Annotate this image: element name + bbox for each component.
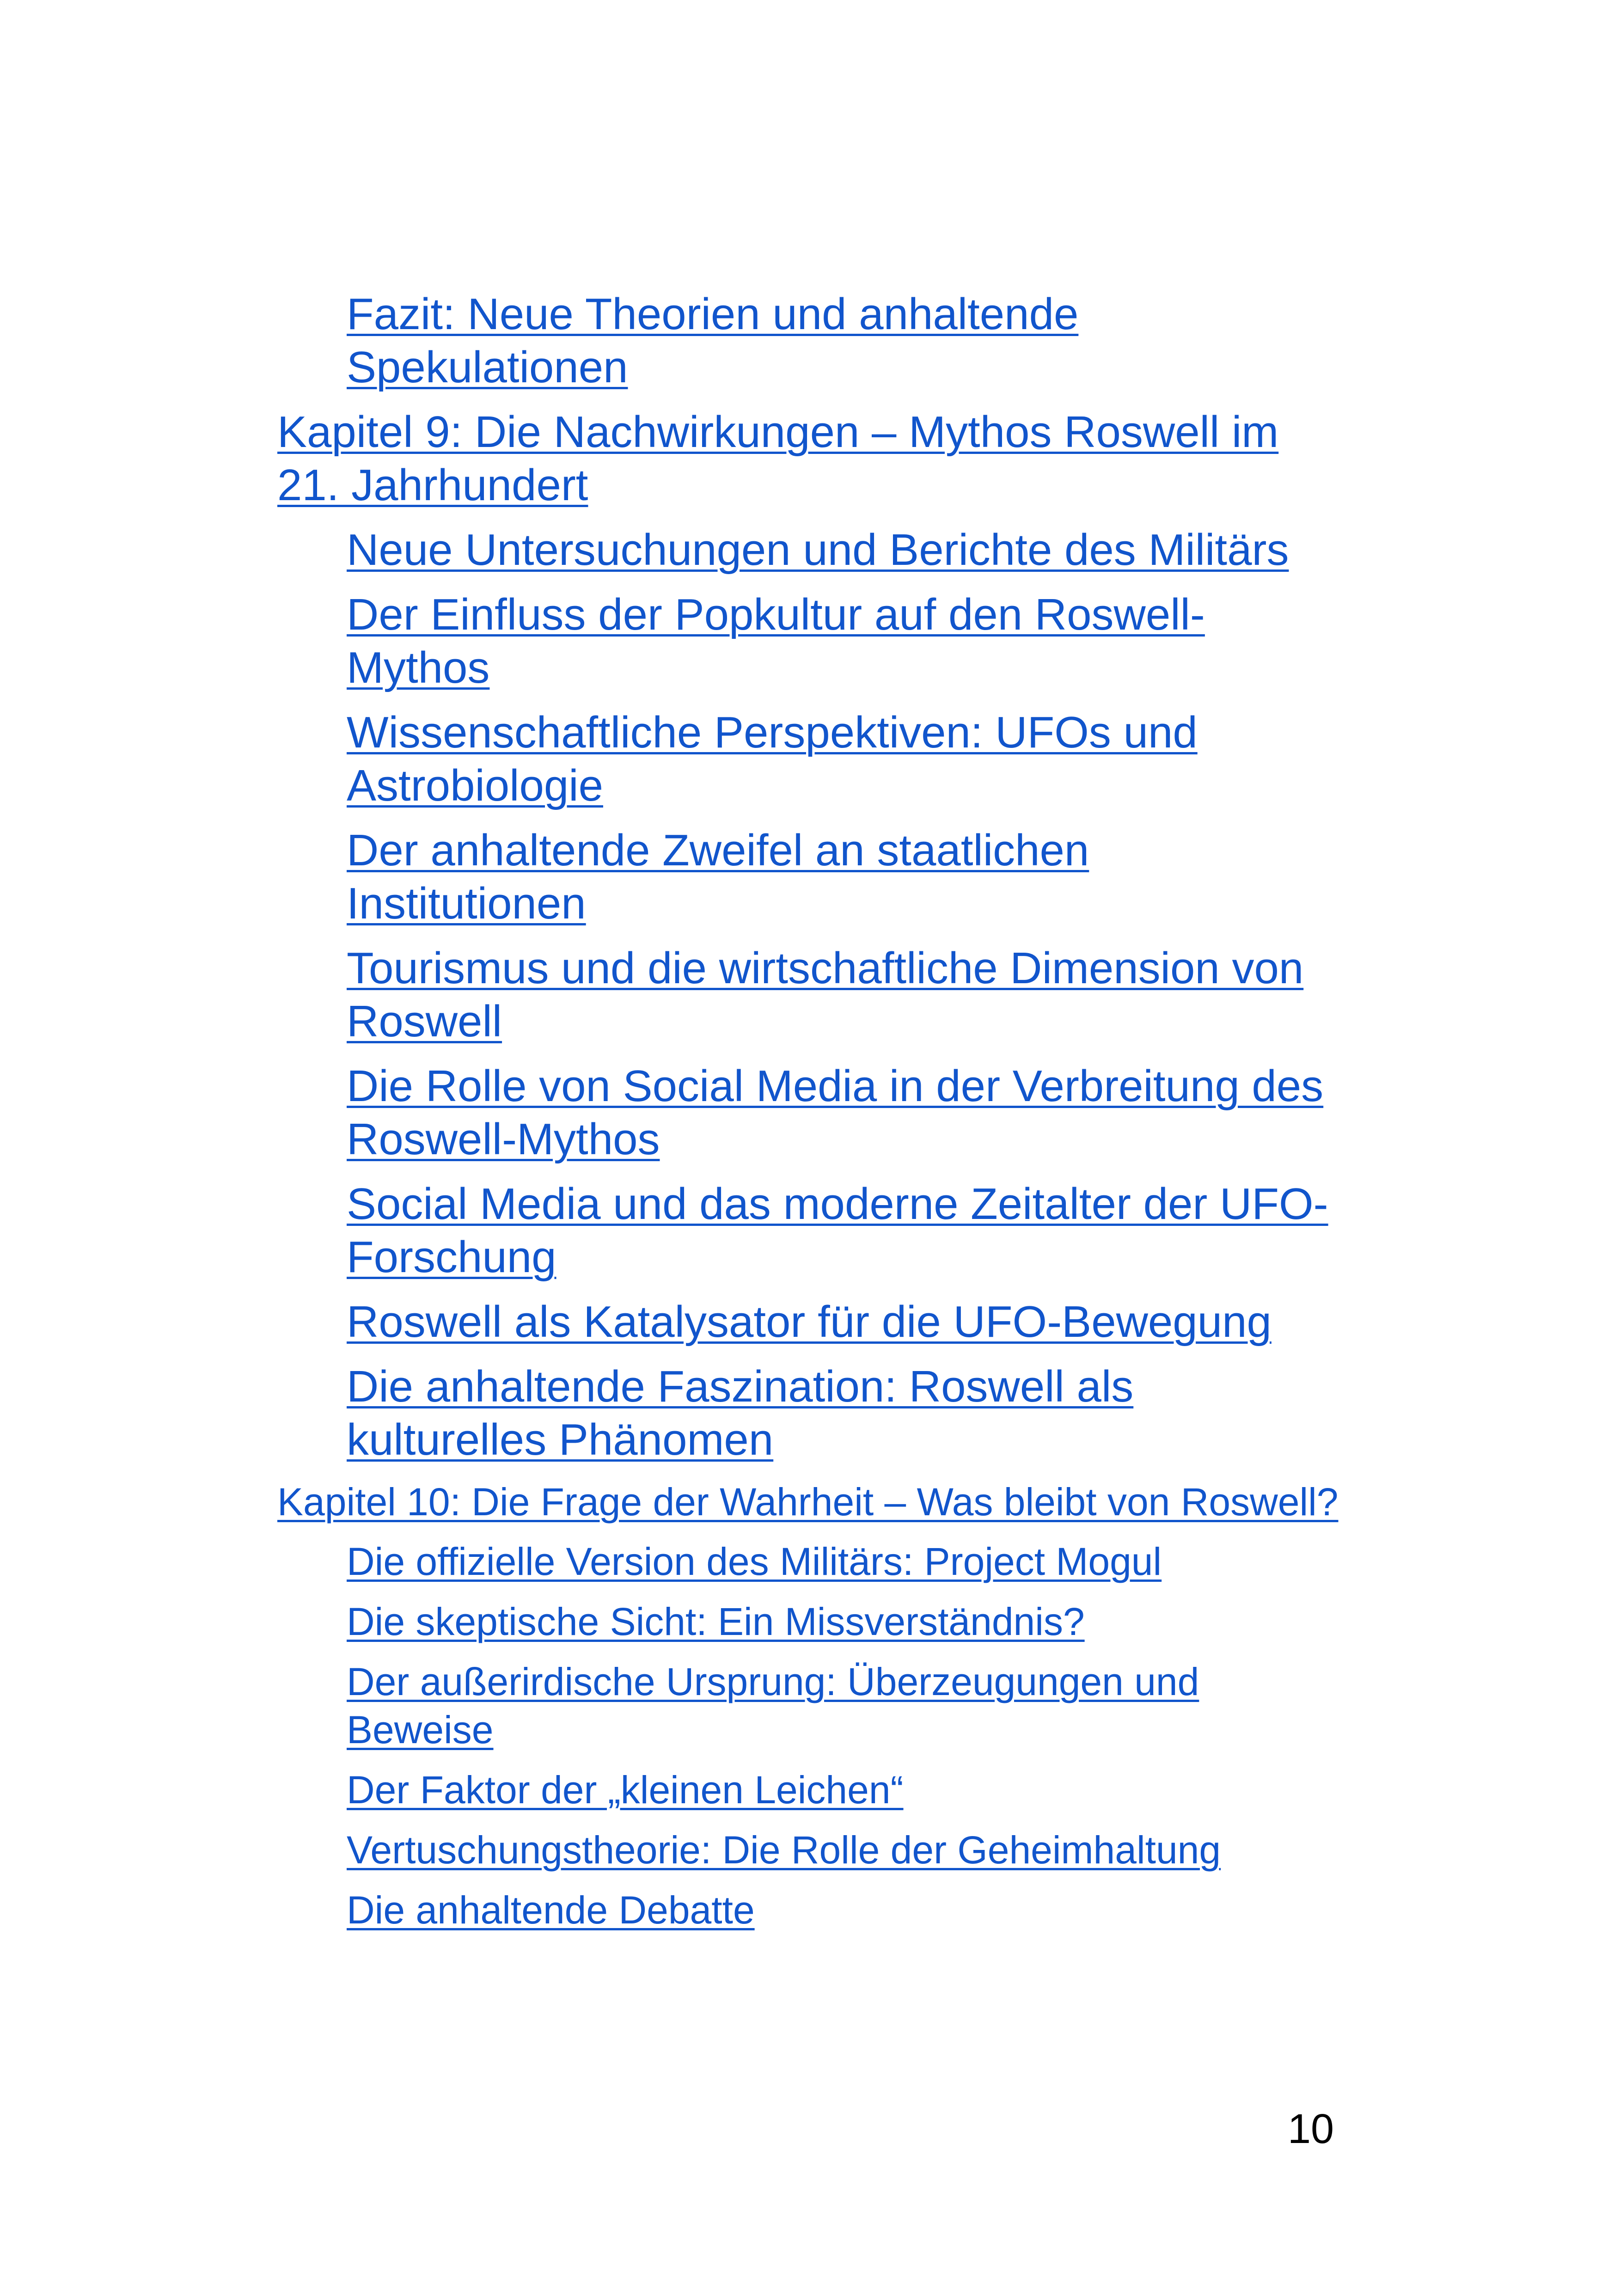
table-of-contents — [277, 288, 1340, 1946]
toc-link-kleine-leichen[interactable]: Der Faktor der „kleinen Leichen“ — [347, 1768, 904, 1812]
toc-link-kapitel-10[interactable]: Kapitel 10: Die Frage der Wahrheit – Was bleibt von Roswell? — [277, 1480, 1339, 1524]
toc-link-rolle-social-media[interactable]: Die Rolle von Social Media in der Verbreitung des Roswell-Mythos — [347, 1061, 1324, 1164]
toc-link-fazit-neue-theorien[interactable]: Fazit: Neue Theorien und anhaltende Spekulationen — [347, 289, 1079, 392]
toc-link-anhaltende-zweifel[interactable]: Der anhaltende Zweifel an staatlichen Institutionen — [347, 826, 1089, 928]
toc-link-social-media-ufo-forschung[interactable]: Social Media und das moderne Zeitalter der UFO-Forschung — [347, 1179, 1328, 1282]
toc-link-roswell-katalysator[interactable]: Roswell als Katalysator für die UFO-Bewegung — [347, 1297, 1272, 1347]
toc-link-vertuschungstheorie[interactable]: Vertuschungstheorie: Die Rolle der Geheimhaltung — [347, 1828, 1221, 1872]
toc-link-wissenschaftliche-perspektiven[interactable]: Wissenschaftliche Perspektiven: UFOs und Astrobiologie — [347, 708, 1198, 810]
toc-link-ausserirdischer-ursprung[interactable]: Der außerirdische Ursprung: Überzeugungen und Beweise — [347, 1660, 1199, 1751]
toc-link-anhaltende-faszination[interactable]: Die anhaltende Faszination: Roswell als kulturelles Phänomen — [347, 1362, 1134, 1464]
toc-link-einfluss-popkultur[interactable]: Der Einfluss der Popkultur auf den Roswell-Mythos — [347, 590, 1205, 692]
toc-link-neue-untersuchungen[interactable]: Neue Untersuchungen und Berichte des Militärs — [347, 525, 1289, 575]
toc-link-skeptische-sicht[interactable]: Die skeptische Sicht: Ein Missverständnis? — [347, 1600, 1085, 1643]
toc-link-tourismus[interactable]: Tourismus und die wirtschaftliche Dimension von Roswell — [347, 943, 1304, 1046]
toc-link-anhaltende-debatte[interactable]: Die anhaltende Debatte — [347, 1888, 755, 1932]
toc-link-project-mogul[interactable]: Die offizielle Version des Militärs: Project Mogul — [347, 1540, 1162, 1583]
page-number: 10 — [1288, 2106, 1334, 2152]
toc-link-kapitel-9[interactable]: Kapitel 9: Die Nachwirkungen – Mythos Roswell im 21. Jahrhundert — [277, 407, 1279, 510]
